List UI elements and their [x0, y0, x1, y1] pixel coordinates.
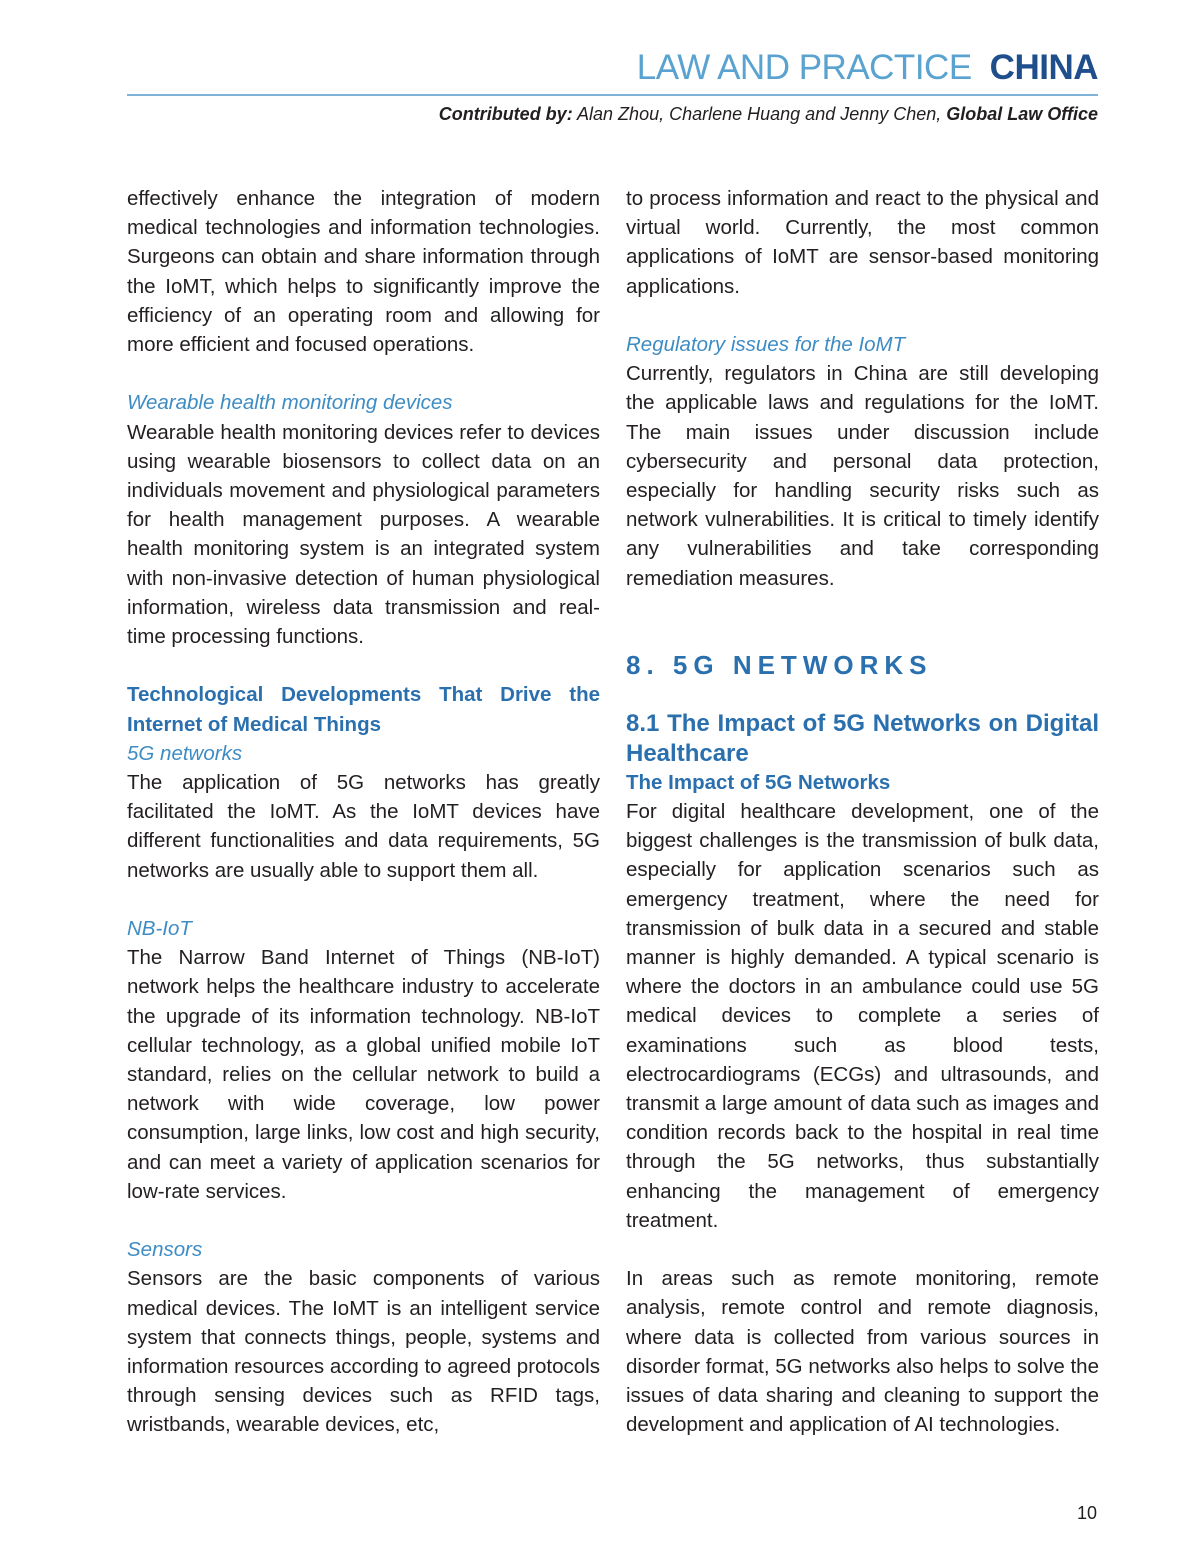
- paragraph: to process information and react to the physical and virtual world. Currently, the most common applications of IoMT are sensor-based monitoring applications.: [626, 187, 1099, 298]
- subheading-sensors: Sensors: [127, 1238, 203, 1262]
- paragraph: For digital healthcare development, one of the biggest challenges is the transmission of bulk data, especially for application scenarios such as emergency treatment, where the need for transmission of bulk data in a secured and stable manner is highly demanded. A typical scenario is where the doctors in an ambulance could use 5G medical devices to complete a series of examinations such as blood tests, electrocardiograms (ECGs) and ultrasounds, and transmit a large amount of data such as images and condition records back to the hospital in real time through the 5G networks, thus substantially enhancing the management of emergency treatment.: [626, 800, 1099, 1232]
- page-number: 10: [1076, 1503, 1097, 1523]
- header-country: CHINA: [989, 48, 1098, 87]
- right-column: [626, 184, 1099, 1439]
- paragraph: Currently, regulators in China are still developing the applicable laws and regulations for the IoMT. The main issues under discussion include cybersecurity and personal data protection, especially for handling security risks such as network vulnerabilities. It is critical to timely identify any vulnerabilities and take corresponding remediation measures.: [626, 362, 1099, 590]
- paragraph: In areas such as remote monitoring, remote analysis, remote control and remote diagnosis, where data is collected from various sources in disorder format, 5G networks also helps to solve the issues of data sharing and cleaning to support the development and application of AI technologies.: [626, 1267, 1099, 1437]
- contributors-names: Alan Zhou, Charlene Huang and Jenny Chen,: [577, 104, 942, 124]
- paragraph: effectively enhance the integration of modern medical technologies and information technologies. Surgeons can obtain and share information through the IoMT, which helps to significantly improve the efficiency of an operating room and allowing for more efficient and focused operations.: [127, 187, 600, 357]
- contributors-line: [127, 102, 1098, 126]
- contributors-label: Contributed by:: [438, 104, 573, 124]
- subheading-tech-developments: Technological Developments That Drive the Internet of Medical Things: [127, 683, 600, 736]
- contributors-firm: Global Law Office: [946, 104, 1098, 124]
- page-header: [127, 44, 1098, 126]
- subsection-heading-8-1: 8.1 The Impact of 5G Networks on Digital Healthcare: [626, 710, 1099, 767]
- paragraph: Sensors are the basic components of various medical devices. The IoMT is an intelligent service system that connects things, people, systems and information resources according to agreed protocols through sensing devices such as RFID tags, wristbands, wearable devices, etc,: [127, 1267, 600, 1437]
- header-title: [127, 44, 1098, 92]
- paragraph: Wearable health monitoring devices refer to devices using wearable biosensors to collect data on an individuals movement and physiological parameters for health management purposes. A wearable health monitoring system is an integrated system with non-invasive detection of human physiological information, wireless data transmission and real-time processing functions.: [127, 420, 600, 649]
- header-rule: [127, 94, 1098, 96]
- subheading-5g-networks: 5G networks: [127, 741, 243, 765]
- left-column: [127, 184, 600, 1440]
- subheading-nb-iot: NB-IoT: [127, 917, 192, 941]
- subheading-wearable: Wearable health monitoring devices: [127, 391, 453, 415]
- section-heading-5g: 8. 5G NETWORKS: [626, 650, 933, 681]
- paragraph: The Narrow Band Internet of Things (NB-IoT) network helps the healthcare industry to accelerate the upgrade of its information technology. NB-IoT cellular technology, as a global unified mobile IoT standard, relies on the cellular network to build a network with wide coverage, low power consumption, large links, low cost and high security, and can meet a variety of application scenarios for low-rate services.: [127, 946, 600, 1203]
- subheading-regulatory: Regulatory issues for the IoMT: [626, 333, 906, 356]
- paragraph: The application of 5G networks has greatly facilitated the IoMT. As the IoMT devices have different functionalities and data requirements, 5G networks are usually able to support them all.: [127, 771, 600, 882]
- subheading-impact: The Impact of 5G Networks: [626, 770, 891, 794]
- header-section: LAW AND PRACTICE: [636, 48, 972, 87]
